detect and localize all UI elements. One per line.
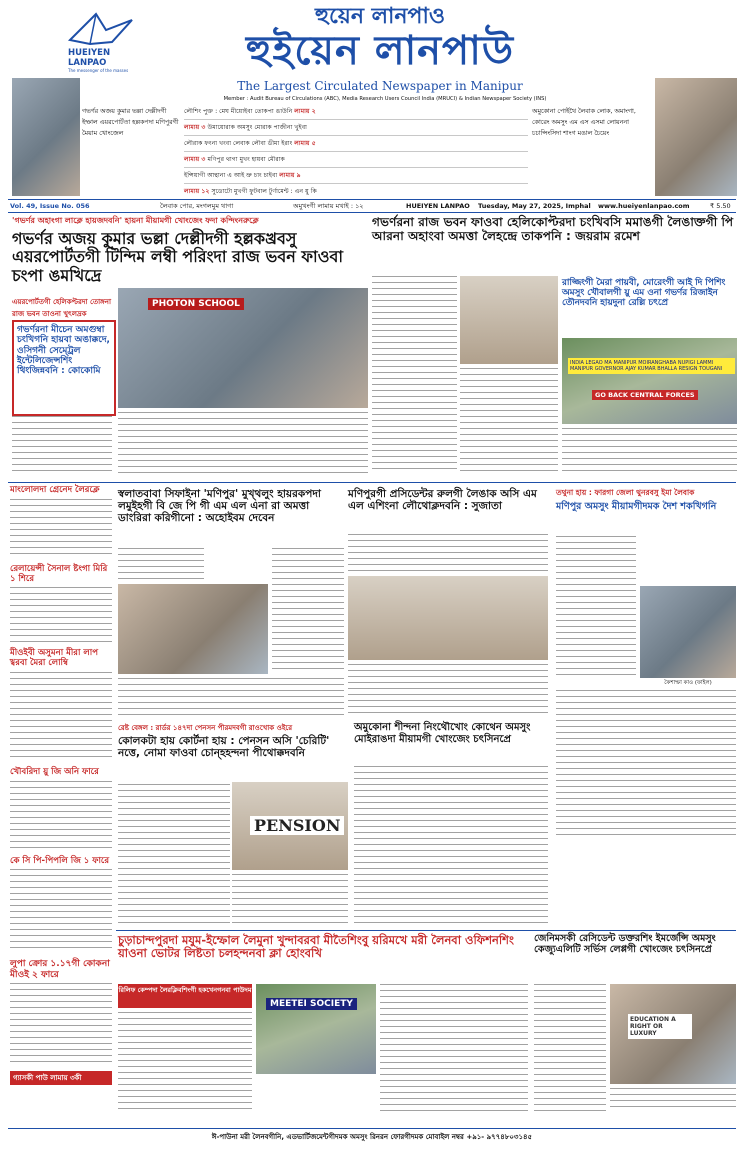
brief-head: রেলায়েন্সী সৈনাল ষ্টংগা মিরি ১ শিরে [10,563,108,584]
dateline-bengali: লৈবাক পোর, মংগলমুম থাগা [160,202,234,210]
mid2-body-2 [348,664,548,718]
masthead-photo-right [655,78,737,196]
teaser-row: ইন্সিয়াগী আন্থানা এ আই ভ্রু চাং চাইবা লামায় ৯ [184,168,528,184]
masthead-title: হুইয়েন লানপাউ [246,28,514,74]
masthead-title-small: হুয়েন লানপাও [314,4,446,29]
website-link[interactable]: www.hueiyenlanpao.com [598,202,690,210]
bottom1-body-2 [380,984,528,1112]
crane-logo-icon [66,10,138,50]
mid3-headline: অমুকোনা শীন্দনা নিংথৌখোং কোথেন অমসুং মোইরাঙদা মীয়ামগী খোংজেং চৎসিনপ্রে [354,722,531,745]
col-footer: গ্যাসকী পাউ লামায় ৩কী [10,1071,112,1085]
lead-photo-sign: PHOTON SCHOOL [148,298,244,310]
right-lead-body [372,276,457,472]
bottom2-sign: EDUCATION A RIGHT OR LUXURY [628,1014,692,1039]
logo-name: HUEIYEN LANPAO [68,48,111,68]
brief-head: মীওইবী অসুমনা মীরা লাপ খ্বরবা মৈরা লোম্বি [10,648,98,669]
brief-head: কে সি পি-পিপলি জি ১ ফারে [10,855,110,866]
brief-body [10,781,112,851]
right-sub-body [562,428,737,472]
mid1-body-2 [272,548,344,674]
right-lead-headline: গভর্ণরনা রাজ ভবন ফাওবা হেলিকোপ্টরদা চংখিবসি মমাঙগী লৈঙাক্তগী পি আরনা অহাংবা অমত্তা লৈহন্দ্রে তাকপনি : জয়রাম রমেশ [372,215,734,244]
mid2-photo [348,576,548,660]
left-column [10,486,112,1126]
volume: Vol. 49, Issue No. 056 [10,202,90,210]
side1-body [556,536,636,676]
footer-text: ঈ-পাউনা মরী লৈনবগীনি, এডভার্টিজমেন্টগীদমক অমসুং রিনরন ফোরগীদমক মোবাইল নম্বর +৯১- ৯৭৭৪৮০৩১৪৫ [211,1133,533,1141]
lead-kicker: 'গভর্ণর অহাংগা লাক্লে হায়জদবনি' হায়না মীয়ামগী খোংজেং ফদা কন্দিংনরুক্লে [12,216,259,225]
teaser-row: লামায় ৩ মণিপুর থাগা মুখং হায়বা মৌরাক [184,152,528,168]
mid1-body [118,548,204,582]
mid3-body [354,766,548,924]
lead-body-2 [118,412,368,476]
teaser-left: গভর্ণর অজয় কুমার ভল্লা দেল্লীদগী ইম্ফাল এয়রপোর্টতা হল্লকপদা মণিপুরগী মৈয়াম খোংজেল [82,108,179,137]
bottom2-body [534,984,606,1112]
dateline-bar [8,199,736,213]
teaser-right: অমুকোনা পোইথৈ লৈবাক লোক, অমাংগা, কোরেং অমসুং এম এস এসমা লোয়ননা চচান্সিংসিদা শাংগ মঙাল চৈয়েং [532,108,636,137]
price: ₹ 5.50 [710,202,731,210]
mid2-headline: মণিপুরগী প্রসিডেন্টর রুলগী লৈঙাক অসি এম এল এশিংনা লৌথোক্লদবনি : সুজাতা [348,488,537,513]
pension-body-2 [232,874,348,924]
member-line: Member : Audit Bureau of Circulations (ABC), Media Research Users Council India (MRUCI) & Indian Newspaper Society (INS) [223,96,547,102]
masthead-photo-left [12,78,80,196]
right-lead-body-2 [460,368,558,472]
brief-head: লুপা ক্রোর ১.১৭গী কোকনা মীওই ২ ফারে [10,959,110,980]
side1-caption: কৈশাম্ফা কাও (ফাইল) [664,680,712,686]
mid1-headline: স্বলাতবাবা সিফাইনা 'মণিপুর' মুখ্থলুং হায়রকপদা লমুইহগী বি জে পি গী এম এল এনা রা অমত্তা ডাংরিরা করিগীনো : অহোইবম দেবেন [118,488,321,525]
bottom2-headline: জেনিমসকী রেসিডেন্ট ডক্তরশিং ইমর্জেন্সি অমসুং কেজ্যুএলিটি সর্ভিস লেপ্পগী খোংজেং চৎসিনপ্রে [534,933,716,955]
teaser-row: লামায় ৩ উমায়োরাক অমসুং মোরাক পাজীনা খুইবা [184,120,528,136]
footer-bar [8,1128,736,1145]
pension-headline: কোলকটা হায় কোর্টনা হায় : পেনসন অসি 'চেরিটি' নত্তে, নোমা ফাওবা চোন্হহন্দনা পীথোক্কদবনি [118,735,330,760]
lead-photo [118,288,368,408]
mid2-body [348,534,548,574]
teaser-mid [184,104,528,196]
masthead [0,0,743,105]
tagline: The Largest Circulated Newspaper in Manipur [237,79,523,93]
date: Tuesday, May 27, 2025, Imphal [478,202,591,210]
brief-body [10,983,112,1067]
right-lead-photo [460,276,558,364]
lead-sub: এয়রপোর্টতগী হেলিকপ্টরদা তোঙ্গনা রাজ ভবন তাওনা খুৎলদ্রক [12,298,111,318]
side1-headline: মণিপুর অমসুং মীয়ামগীদমক দৈশ শকখিগনি [556,501,717,512]
brief-body [10,587,112,643]
lead-box [12,320,116,416]
brief-body [10,672,112,762]
bottom1-photo [256,984,376,1074]
pension-label: PENSION [250,816,344,835]
right-sub-headline: রাজ্জিংগী মৈরা পায়বী, মোরেংগী আই দি পিশিং অমসুং খৌবালগী য়ু এম ওনা গভর্ণর রিজাইন তৌনদবনি হায়দুনা রেল্লি চৎপ্রে [562,278,726,309]
protest-photo [562,338,737,424]
paper-name: HUEIYEN LANPAO [406,202,470,210]
side1-body-2 [556,690,736,840]
pension-kicker: রেষ্ট বেঙ্গল : রার্ডর ১৪৭দা পেনসন পীরমদবগী রাওখোক ওইরে [118,724,293,732]
protest-banner-2: GO BACK CENTRAL FORCES [592,390,698,400]
protest-banner: INDIA LEGAO MA MANIPUR MOIRANGHABA NUPIGI LAMMI MANIPUR GOVERNOR AJAY KUMAR BHALLA RESIGN TOUGANI [568,358,735,374]
page-count: অমুখংগী লামায় মখাই : ১২ [293,202,364,210]
side1-photo [640,586,736,678]
bottom1-banner: রিলিফ কেম্পদা লৈরক্লিবশিংগী হকখেনগনবা পাউদম [118,984,252,1008]
logo-sub: The messenger of the masses [68,68,129,73]
brief-body [10,499,112,559]
brief-body [10,869,112,953]
section-divider-2 [116,930,736,931]
brief-head: খৌবরিদা য়ু জি অনি ফারে [10,766,99,777]
lead-box-text: গভর্ণরনা মীচেন অমগুম্বা চংখিগনি হায়বা অঙাক্কদে, ওসিগনী সেম্ট্রেল ইন্টেলিজেন্সশিং থিংজিন্নবনি : কোকোমি [17,325,110,377]
bottom1-image-label: MEETEI SOCIETY [266,998,357,1010]
mid1-body-3 [118,678,344,718]
teaser-row: লৌরাক ফংনা খংবা লেবাক লৌবা ডীমা ইরাং লামায় ৫ [184,136,528,152]
lead-body [12,416,112,476]
teaser-row: লৌশিং পুক্ত : মেঘ মীয়োইবা তোকপা ঙাউনি লামায় ২ [184,104,528,120]
pension-photo [232,782,348,870]
pension-body [118,784,230,924]
logo [66,10,138,73]
bottom2-body-2 [610,1088,736,1112]
mid1-photo [118,584,268,674]
bottom1-body [118,1012,252,1112]
lead-headline: গভর্ণর অজয় কুমার ভল্লা দেল্লীদগী হল্লকখ্রবসু এয়রপোর্টতগী টিন্দিম লম্বী পরিংদা রাজ ভবন ফাওবা চংপা ঙমখিদ্রে [12,229,344,285]
teaser-row: লামায় ১২ সুডোটো মুখগী ফুটবাল টুর্ণামেন্ট : এন য়ু কি [184,184,528,200]
brief-head: মাংলোলদা গ্রেনেদ লৈরক্লে [10,485,100,495]
bottom2-photo [610,984,736,1084]
section-divider [8,482,736,483]
side1-kicker: তথুনা হায় : ফারগা জেলা থুনরবসু ইমা লৈবাক [556,488,695,497]
bottom1-headline: চুড়াচান্দপুরদা মযুম-ইম্ফোল লৈমুনা খুন্দাবরবা মীতৈশিংবু য়রিমখে মরী লৈনবা ওফিশনশিং য়াওনা ভোটর লিষ্টতা চলহন্দনবা ক্লা হোংবখি [118,933,514,961]
